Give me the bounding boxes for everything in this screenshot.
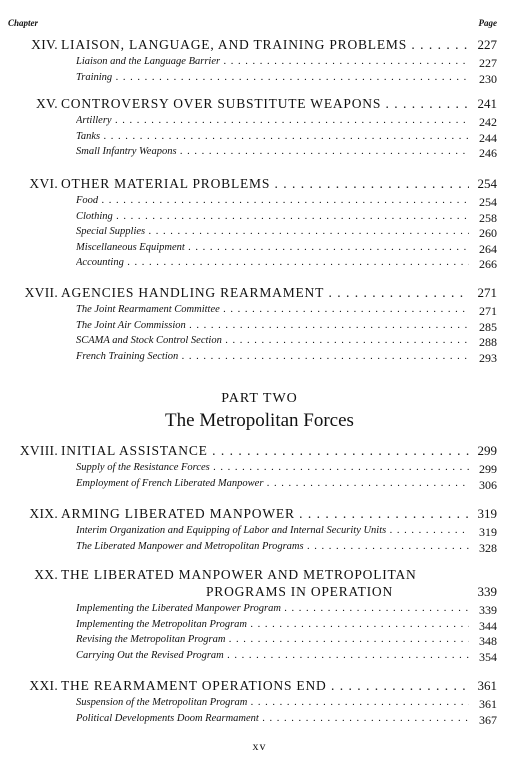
subsection-title: Special Supplies . . . [76,226,469,237]
subsection-page: 288 [479,335,497,350]
subsection-row [0,712,519,727]
subsection-title: Interim Organization and Equipping of Labor and Internal Security Units . . . [76,525,469,536]
chapter-title: ARMING LIBERATED MANPOWER . . . [61,506,469,522]
chapter-page: 339 [477,584,497,599]
chapter-page: 361 [477,678,497,693]
subsection-title: Clothing . . . [76,211,469,222]
chapter-title: AGENCIES HANDLING REARMAMENT . . . [61,285,469,301]
chapter-page: 319 [477,506,497,521]
subsection-title: Accounting . . . [76,257,469,268]
subsection-row [0,256,519,271]
subsection-row [0,145,519,160]
subsection-page: 264 [479,241,497,256]
subsection-title: Training . . . [76,72,469,83]
subsection-title: Food . . . [76,195,469,206]
subsection-page: 361 [479,697,497,711]
subsection-page: 306 [479,477,497,492]
chapter-page: 254 [477,176,497,191]
subsection-title: Small Infantry Weapons . . . [76,146,469,157]
chapter-page: 271 [477,285,497,300]
subsection-page: 271 [479,304,497,318]
subsection-page: 344 [479,618,497,633]
chapter-number: XVII. [24,285,58,300]
subsection-page: 285 [479,319,497,334]
chapter-number: XIV. [31,37,58,52]
subsection-page: 319 [479,525,497,539]
chapter-number: XV. [35,96,58,111]
chapter-row-continued [0,584,519,599]
subsection-row [0,461,519,476]
subsection-page: 328 [479,540,497,555]
subsection-page: 299 [479,462,497,476]
subsection-row [0,241,519,256]
subsection-row [0,55,519,70]
chapter-title: LIAISON, LANGUAGE, AND TRAINING PROBLEMS . . . [61,37,469,53]
chapter-title-continued: PROGRAMS IN OPERATION [205,584,394,599]
subsection-title: Employment of French Liberated Manpower . . . [76,478,469,489]
page-folio: xv [252,739,267,753]
chapter-row [0,285,519,300]
subsection-page: 254 [479,195,497,209]
subsection-row [0,194,519,209]
chapter-title: CONTROVERSY OVER SUBSTITUTE WEAPONS . . . [61,96,469,112]
subsection-page: 354 [479,649,497,664]
subsection-row [0,303,519,318]
subsection-row [0,334,519,349]
subsection-page: 244 [479,130,497,145]
subsection-page: 246 [479,146,497,161]
chapter-title: THE REARMAMENT OPERATIONS END . . . [61,678,469,694]
chapter-row [0,678,519,693]
subsection-row [0,696,519,711]
subsection-row [0,477,519,492]
subsection-title: Tanks . . . [76,131,469,142]
chapter-title: OTHER MATERIAL PROBLEMS . . . [61,176,469,192]
subsection-page: 227 [479,56,497,70]
subsection-page: 367 [479,712,497,727]
subsection-row [0,130,519,145]
chapter-number: XIX. [29,506,58,521]
subsection-row [0,540,519,555]
page-column-label: Page [478,18,497,28]
chapter-title: INITIAL ASSISTANCE . . . [61,443,469,459]
chapter-row [0,506,519,521]
subsection-page: 258 [479,210,497,225]
chapter-page: 227 [477,37,497,52]
subsection-row [0,524,519,539]
subsection-page: 348 [479,634,497,649]
subsection-title: The Joint Rearmament Committee . . . [76,304,469,315]
chapter-row [0,443,519,458]
subsection-row [0,210,519,225]
subsection-row [0,602,519,617]
subsection-row [0,114,519,129]
subsection-row [0,319,519,334]
subsection-row [0,633,519,648]
subsection-title: Revising the Metropolitan Program . . . [76,634,469,645]
part-title: The Metropolitan Forces [165,410,354,431]
subsection-title: Liaison and the Language Barrier . . . [76,56,469,67]
subsection-title: Implementing the Metropolitan Program . . . [76,619,469,630]
subsection-title: French Training Section . . . [76,351,469,362]
subsection-row [0,71,519,86]
subsection-row [0,350,519,365]
chapter-number: XVIII. [19,443,58,458]
subsection-title: Supply of the Resistance Forces . . . [76,462,469,473]
subsection-title: Implementing the Liberated Manpower Program . . . [76,603,469,614]
subsection-title: Suspension of the Metropolitan Program . . . [76,697,469,708]
subsection-title: Miscellaneous Equipment . . . [76,242,469,253]
subsection-title: The Liberated Manpower and Metropolitan Programs . . . [76,541,469,552]
subsection-title: Carrying Out the Revised Program . . . [76,650,469,661]
subsection-page: 293 [479,350,497,365]
chapter-page: 241 [477,96,497,111]
chapter-number: XX. [34,567,58,582]
chapter-row [0,37,519,52]
subsection-title: SCAMA and Stock Control Section . . . [76,335,469,346]
chapter-number: XXI. [29,678,58,693]
chapter-column-label: Chapter [8,18,39,28]
chapter-row [0,96,519,111]
subsection-title: Artillery . . . [76,115,469,126]
subsection-page: 339 [479,603,497,617]
chapter-page: 299 [477,443,497,458]
subsection-row [0,618,519,633]
subsection-title: The Joint Air Commission . . . [76,320,469,331]
subsection-page: 230 [479,71,497,86]
subsection-row [0,225,519,240]
subsection-page: 242 [479,115,497,129]
chapter-title: THE LIBERATED MANPOWER AND METROPOLITAN [61,567,417,582]
subsection-row [0,649,519,664]
subsection-title: Political Developments Doom Rearmament . . . [76,713,469,724]
chapter-number: XVI. [29,176,58,191]
part-label: PART TWO [221,391,298,406]
chapter-row [0,567,519,582]
subsection-page: 260 [479,226,497,241]
chapter-row [0,176,519,191]
subsection-page: 266 [479,257,497,272]
